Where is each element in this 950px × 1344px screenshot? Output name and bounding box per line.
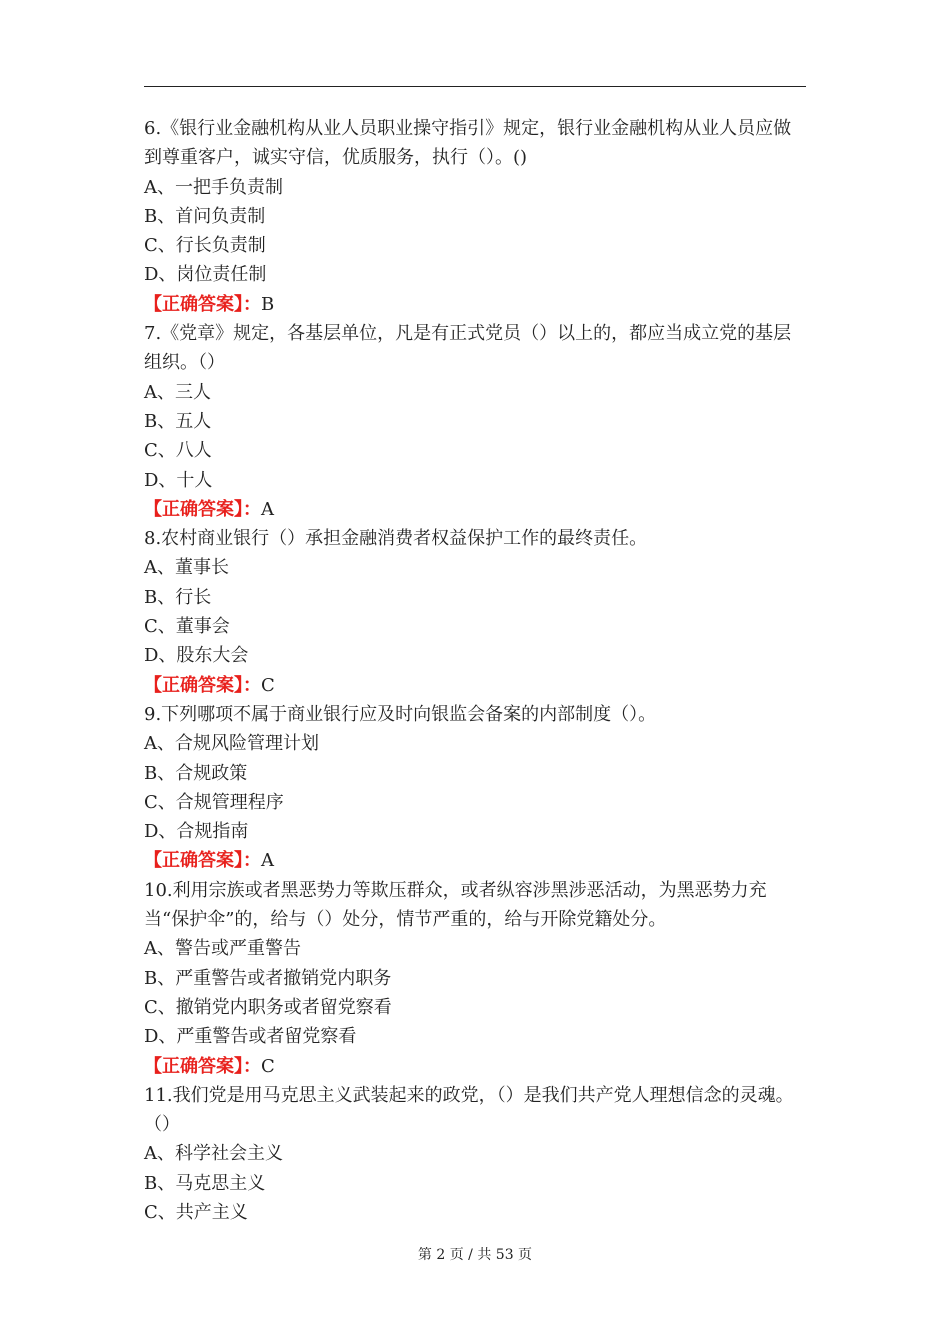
option-a: A、科学社会主义 [144,1143,283,1165]
option-b: B、行长 [144,586,212,608]
option-a: A、三人 [144,381,211,403]
option-a: A、合规风险管理计划 [144,733,319,755]
question-list [144,114,806,1227]
page-footer: 第 2 页 / 共 53 页 [417,1247,533,1263]
answer-label: 【正确答案】： [144,674,261,696]
question-text: 9.下列哪项不属于商业银行应及时向银监会备案的内部制度（）。 [144,703,657,725]
option-a: A、董事长 [144,557,229,579]
answer-line [144,290,806,319]
answer-line [144,1052,806,1081]
option-a: A、警告或严重警告 [144,938,301,960]
answer-value: A [261,850,274,872]
question-text: 10.利用宗族或者黑恶势力等欺压群众，或者纵容涉黑涉恶活动，为黑恶势力充当“保护伞”的，给与（）处分，情节严重的，给与开除党籍处分。 [144,879,767,931]
answer-line [144,495,806,524]
answer-label: 【正确答案】： [144,293,261,315]
option-b: B、合规政策 [144,762,248,784]
answer-value: B [261,293,275,315]
question-text: 7.《党章》规定，各基层单位，凡是有正式党员（）以上的，都应当成立党的基层组织。（） [144,323,792,374]
option-c: C、董事会 [144,616,230,638]
answer-line [144,846,806,875]
option-c: C、行长负责制 [144,235,266,257]
answer-label: 【正确答案】： [144,498,261,520]
option-b: B、五人 [144,410,212,432]
option-c: C、合规管理程序 [144,791,284,813]
option-d: D、严重警告或者留党察看 [144,1026,357,1048]
option-b: B、首问负责制 [144,205,266,227]
answer-value: A [261,498,274,520]
answer-value: C [261,674,275,696]
option-d: D、岗位责任制 [144,264,267,286]
answer-line [144,671,806,700]
answer-value: C [261,1055,275,1077]
option-c: C、共产主义 [144,1201,248,1223]
option-c: C、撤销党内职务或者留党察看 [144,996,392,1018]
option-d: D、合规指南 [144,821,249,843]
option-c: C、八人 [144,440,212,462]
option-d: D、股东大会 [144,645,249,667]
header-rule [144,86,806,87]
answer-label: 【正确答案】： [144,850,261,872]
option-b: B、马克思主义 [144,1172,266,1194]
question-text: 11.我们党是用马克思主义武装起来的政党，（）是我们共产党人理想信念的灵魂。（） [144,1084,794,1136]
question-text: 8.农村商业银行（）承担金融消费者权益保护工作的最终责任。 [144,528,648,550]
option-d: D、十人 [144,469,213,491]
answer-label: 【正确答案】： [144,1055,261,1077]
option-a: A、一把手负责制 [144,176,283,198]
option-b: B、严重警告或者撤销党内职务 [144,967,392,989]
question-text: 6.《银行业金融机构从业人员职业操守指引》规定，银行业金融机构从业人员应做到尊重客户，诚实守信，优质服务，执行（）。() [144,118,792,169]
